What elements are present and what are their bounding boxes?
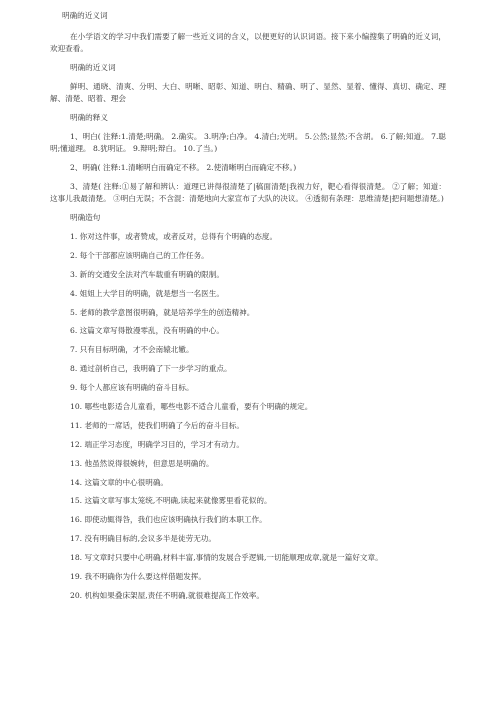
example-sentence: 9. 每个人都应该有明确的奋斗目标。 [70, 383, 194, 393]
example-sentence: 7. 只有目标明确，才不会南辕北辙。 [70, 345, 194, 355]
example-sentence: 17. 没有明确目标的,会议多半是徒劳无功。 [70, 534, 216, 544]
example-sentence: 16. 即使动辄得咎，我们也应该明确执行我们的本职工作。 [70, 515, 267, 525]
synonyms-heading: 明确的近义词 [70, 63, 116, 72]
examples-heading: 明确造句 [70, 213, 101, 222]
example-sentence: 3. 新的交通安全法对汽车载重有明确的限制。 [70, 269, 224, 279]
definition-heading: 明确的释义 [70, 113, 108, 122]
example-sentence: 19. 我不明确你为什么要这样借题发挥。 [70, 572, 206, 582]
example-sentence: 14. 这篇文章的中心很明确。 [70, 477, 169, 487]
example-sentence: 11. 老师的一席话，使我们明确了今后的奋斗目标。 [70, 420, 244, 430]
example-sentence: 4. 姐姐上大学目的明确，就是想当一名医生。 [70, 288, 224, 298]
synonyms-list: 鲜明、通晓、清爽、分明、大白、明晰、昭彰、知道、明白、精确、明了、显然、显着、懂得、真切、确定、理解、清楚、昭着、理会 [50, 82, 446, 103]
definition-item: 1、明白( 注释:1.清楚;明确。 2.确实。 3.明净;白净。 4.清白;光明。 5.公然;显然;不含胡。 6.了解;知道。 7.聪明;懂道理。 8.犹明证。 9.辩明;辩白。 10.了当。) [50, 132, 446, 153]
example-sentence: 12. 端正学习态度，明确学习目的，学习才有动力。 [70, 439, 244, 449]
example-sentence: 6. 这篇文章写得散漫零乱，没有明确的中心。 [70, 326, 224, 336]
example-sentence: 2. 每个干部都应该明确自己的工作任务。 [70, 250, 209, 260]
example-sentence: 18. 写文章时只要中心明确,材料丰富,事情的发展合乎逻辑,一切能顺理成章,就是一篇好文章。 [70, 553, 383, 563]
example-sentence: 15. 这篇文章写事太笼统,不明确,读起来就像雾里看花似的。 [70, 496, 272, 506]
example-sentence-list [50, 231, 446, 602]
intro-paragraph: 在小学语文的学习中我们需要了解一些近义词的含义，以便更好的认识词语。接下来小编搜集了明确的近义词，欢迎查看。 [50, 32, 446, 53]
example-sentence: 5. 老师的教学意图很明确，就是培养学生的创造精神。 [70, 307, 255, 317]
example-sentence: 10. 哪些电影适合儿童看，哪些电影不适合儿童看，要有个明确的规定。 [70, 402, 313, 412]
example-sentence: 8. 通过剖析自己，我明确了下一步学习的重点。 [70, 364, 232, 374]
example-sentence: 20. 机构如果叠床架屋,责任不明确,就很难提高工作效率。 [70, 590, 264, 600]
document-title: 明确的近义词 [62, 11, 108, 20]
definition-item: 2、明确( 注释:1.清晰明白而确定不移。 2.使清晰明白而确定不移。) [70, 163, 297, 172]
example-sentence: 13. 他虽然说得很婉转，但意思是明确的。 [70, 458, 214, 468]
example-sentence: 1. 你对这件事，或者赞成，或者反对，总得有个明确的态度。 [70, 232, 278, 241]
definition-item: 3、清楚( 注释:①易了解和辨认：道理已讲得很清楚了|稿面清楚|我视力好，靶心看得很清楚。 ②了解；知道：这事儿我最清楚。 ③明白无误；不含混：清楚地向大家宣布了大队的决议。 ④透彻有条理：思维清楚|把问题想清楚。) [50, 182, 446, 203]
